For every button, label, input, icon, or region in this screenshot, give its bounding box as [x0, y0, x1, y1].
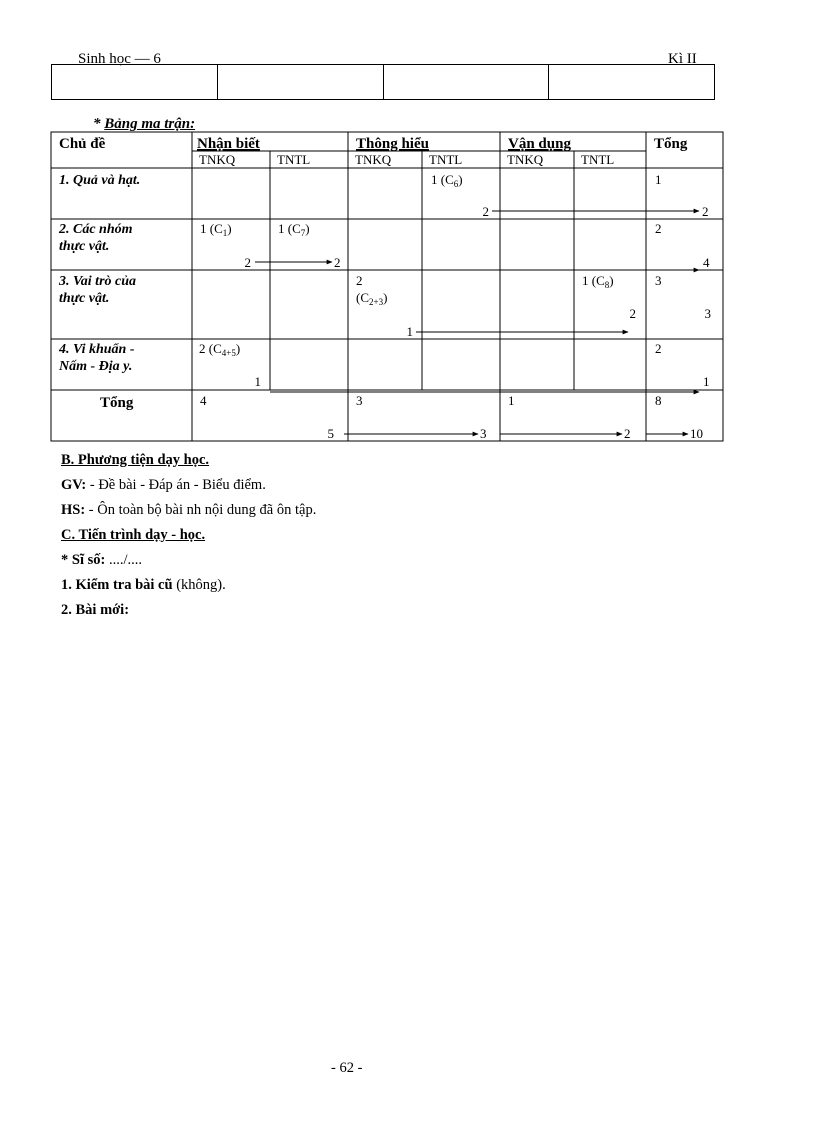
- sub-header: TNTL: [277, 152, 311, 167]
- section-c-title: C. Tiến trình dạy - học.: [61, 527, 206, 543]
- total-row-value: 3: [356, 393, 363, 408]
- row-topic-cont: thực vật.: [59, 239, 110, 254]
- caption-star: *: [93, 116, 105, 132]
- header-subject: Sinh học — 6: [78, 51, 161, 67]
- cell-count: 2: [482, 204, 489, 219]
- table-grid: [51, 132, 723, 441]
- cell-value: 1 $(C_8)$: [582, 273, 614, 290]
- total-row-value: 8: [655, 393, 662, 408]
- row-topic: 4. Vi khuẩn -: [59, 342, 135, 357]
- sub-header: TNTL: [429, 152, 463, 167]
- group-header-understand: Thông hiểu: [356, 136, 429, 152]
- caption-text: Bảng ma trận:: [104, 116, 196, 132]
- total-count: 2: [702, 204, 709, 219]
- total-value: 2: [655, 221, 662, 236]
- gv-label: GV:: [61, 477, 87, 493]
- cell-value: 1 $(C_6)$: [431, 172, 463, 189]
- cell-value: 1 $(C_7)$: [278, 221, 310, 238]
- siso-label: * Sĩ số:: [61, 552, 106, 568]
- row-topic: 3. Vai trò của: [59, 274, 137, 289]
- cell-value: 2: [356, 273, 363, 288]
- cell-count: 2: [244, 255, 251, 270]
- cell-value: $(C_{2+3})$: [356, 290, 388, 307]
- cell-count: 2: [629, 306, 636, 321]
- col-topic-header: Chủ đề: [59, 136, 106, 152]
- cell-value: 1 $(C_1)$: [200, 221, 232, 238]
- group-header-apply: Vận dụng: [508, 136, 571, 152]
- section-b-title: B. Phương tiện dạy học.: [61, 452, 210, 468]
- total-count: 1: [703, 374, 710, 389]
- item1-line: [61, 577, 226, 594]
- total-count: 4: [703, 255, 710, 270]
- total-row-count: 2: [624, 426, 631, 441]
- row-topic-cont: thực vật.: [59, 291, 110, 306]
- gv-text: - Đề bài - Đáp án - Biểu điểm.: [86, 477, 266, 493]
- sub-header: TNKQ: [199, 152, 236, 167]
- group-header-recognize: Nhận biết: [197, 136, 260, 152]
- matrix-table: [0, 0, 816, 460]
- cell-count: 2: [334, 255, 341, 270]
- row-topic: 2. Các nhóm: [59, 222, 133, 237]
- item1-text: (không).: [172, 577, 226, 593]
- total-value: 2: [655, 341, 662, 356]
- item2-label: 2. Bài mới:: [61, 602, 130, 618]
- siso-text: ..../....: [105, 552, 142, 568]
- hs-line: [61, 502, 316, 519]
- total-row-count: 5: [327, 426, 334, 441]
- cell-count: 1: [254, 374, 261, 389]
- item2-line: [61, 602, 129, 619]
- total-row-label: Tổng: [100, 395, 134, 411]
- sub-header: TNTL: [581, 152, 615, 167]
- siso-line: [61, 552, 142, 569]
- total-row-value: 1: [508, 393, 515, 408]
- total-row-count: 10: [690, 426, 703, 441]
- sub-header: TNKQ: [355, 152, 392, 167]
- gv-line: [61, 477, 266, 494]
- item1-label: 1. Kiểm tra bài cũ: [61, 577, 173, 593]
- col-total-header: Tổng: [654, 136, 688, 152]
- total-count: 3: [704, 306, 711, 321]
- hs-text: - Ôn toàn bộ bài nh nội dung đã ôn tập.: [85, 502, 317, 518]
- total-row-count: 3: [480, 426, 487, 441]
- total-row-value: 4: [200, 393, 207, 408]
- row-topic-cont: Nấm - Địa y.: [59, 359, 133, 374]
- hs-label: HS:: [61, 502, 86, 518]
- page-number: - 62 -: [331, 1060, 363, 1076]
- row-topic: 1. Quả và hạt.: [59, 173, 141, 188]
- total-value: 3: [655, 273, 662, 288]
- cell-count: 1: [406, 324, 413, 339]
- cell-value: 2 $(C_{4+5})$: [199, 341, 241, 358]
- total-value: 1: [655, 172, 662, 187]
- header-term: Kì II: [668, 51, 697, 67]
- sub-header: TNKQ: [507, 152, 544, 167]
